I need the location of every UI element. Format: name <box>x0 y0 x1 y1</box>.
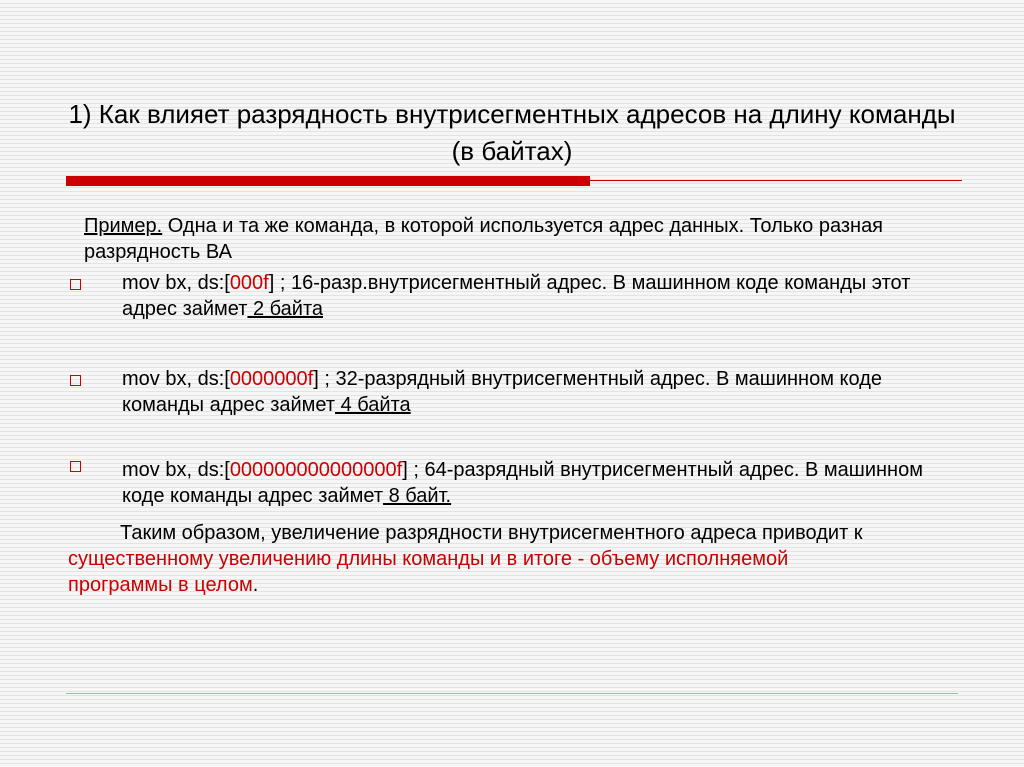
slide-title: 1) Как влияет разрядность внутрисегментных адресов на длину команды (в байтах) <box>68 99 956 166</box>
address-64bit: 000000000000000f <box>229 459 403 481</box>
size-16bit: 2 байта <box>247 298 324 320</box>
address-16bit: 000f <box>229 272 269 294</box>
conclusion-text: Таким образом, увеличение разрядности внутрисегментного адреса приводит к <box>120 522 863 544</box>
bullet-square-icon <box>70 375 81 386</box>
conclusion-paragraph: Таким образом, увеличение разрядности внутрисегментного адреса приводит к существенному увеличению длины команды и в итоге - объему исполняемой программы в целом. <box>68 522 863 596</box>
bullet-item-16bit: mov bx, ds:[000f] ; 16-разр.внутрисегментный адрес. В машинном коде команды этот адрес займет 2 байта <box>122 272 911 320</box>
conclusion-highlight: существенному увеличению длины команды и в итоге - объему исполняемой программы в целом <box>68 548 789 596</box>
bullet-item-32bit: mov bx, ds:[0000000f] ; 32-разрядный внутрисегментный адрес. В машинном коде команды адрес займет 4 байта <box>122 368 882 416</box>
example-label: Пример. <box>84 215 163 237</box>
bullet-square-icon <box>70 461 81 472</box>
address-32bit: 0000000f <box>229 368 314 390</box>
example-text: Одна и та же команда, в которой используется адрес данных. Только разная разрядность ВА <box>84 215 884 263</box>
example-paragraph <box>84 213 934 265</box>
size-64bit: 8 байт. <box>383 485 452 507</box>
bullet-item-64bit: mov bx, ds:[000000000000000f] ; 64-разрядный внутрисегментный адрес. В машинном коде команды адрес займет 8 байт. <box>122 459 923 507</box>
title-accent-line <box>590 180 962 181</box>
size-32bit: 4 байта <box>335 394 411 416</box>
footer-divider <box>66 693 958 694</box>
bullet-square-icon <box>70 279 81 290</box>
title-accent-bar <box>66 176 590 186</box>
